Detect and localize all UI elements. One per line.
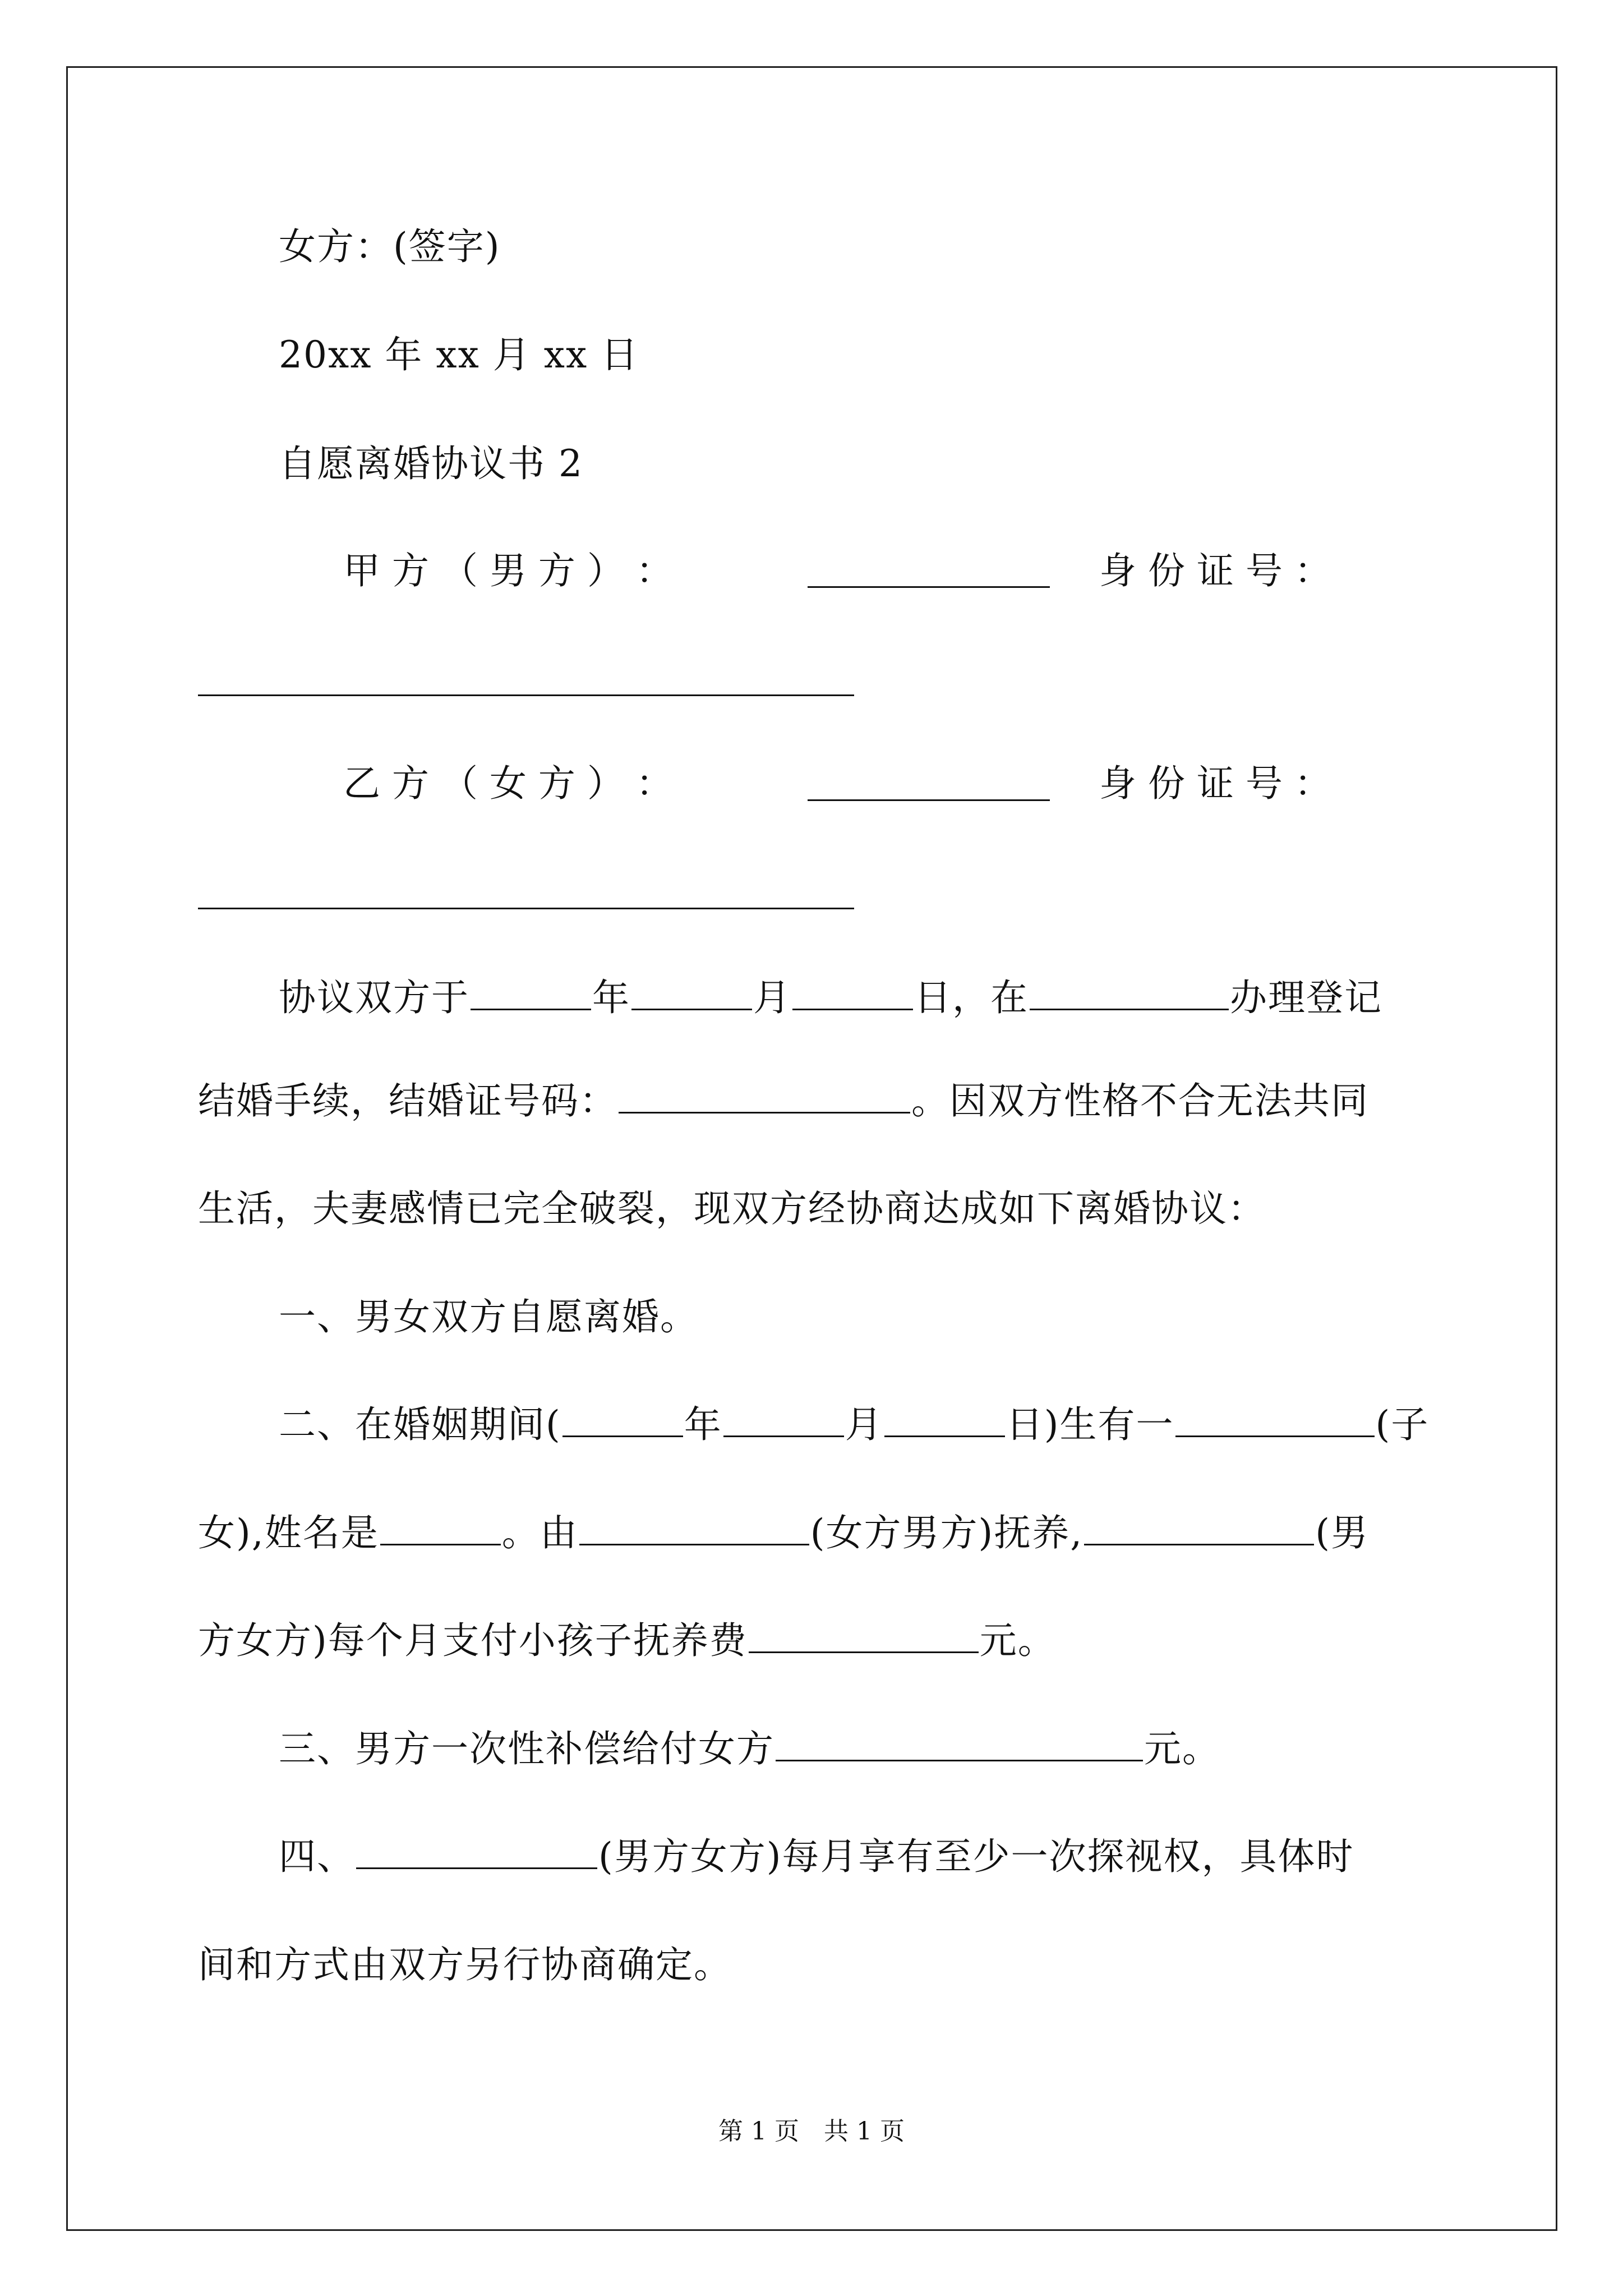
agreement-title — [279, 439, 583, 489]
paying-party-blank[interactable] — [1084, 1510, 1314, 1545]
marriage-paragraph-line3 — [198, 1184, 1266, 1234]
text: 一、男女双方自愿离婚。 — [279, 1295, 698, 1338]
party-b-id-label-text: 身 份 证 号 ： — [1099, 762, 1331, 805]
agreement-title-text: 自愿离婚协议书 2 — [279, 442, 583, 485]
party-a-id-blank[interactable] — [198, 694, 854, 696]
text: 方女方)每个月支付小孩子抚养费 — [198, 1619, 748, 1662]
registry-place-blank[interactable] — [1030, 975, 1229, 1010]
year-blank[interactable] — [471, 975, 591, 1010]
child-name-blank[interactable] — [380, 1510, 501, 1545]
text: 年 — [684, 1403, 722, 1446]
text: 结婚手续，结婚证号码： — [198, 1079, 617, 1122]
text: 月 — [845, 1403, 883, 1446]
party-b-id-blank[interactable] — [198, 908, 854, 909]
party-b-id-label — [1099, 758, 1331, 809]
day-blank[interactable] — [792, 975, 913, 1010]
text: 月 — [753, 976, 791, 1019]
custody-party-blank[interactable] — [579, 1510, 809, 1545]
child-count-blank[interactable] — [1175, 1402, 1375, 1437]
text: 。因双方性格不合无法共同 — [911, 1079, 1369, 1122]
page-border — [66, 66, 1557, 2231]
text: 四、 — [279, 1835, 355, 1878]
compensation-amount-blank[interactable] — [776, 1726, 1143, 1761]
text: 元。 — [979, 1619, 1056, 1662]
text: 办理登记 — [1230, 976, 1382, 1019]
party-a-label — [343, 546, 673, 596]
text: 生活，夫妻感情已完全破裂，现双方经协商达成如下离婚协议： — [198, 1187, 1266, 1230]
party-b-label-text: 乙 方 （ 女 方 ） ： — [343, 762, 673, 805]
text: (女方男方)抚养, — [810, 1511, 1083, 1554]
child-birth-month-blank[interactable] — [723, 1402, 844, 1437]
text: 年 — [592, 976, 630, 1019]
text: 二、在婚姻期间( — [279, 1403, 561, 1446]
party-b-name-blank[interactable] — [808, 799, 1050, 801]
text: 元。 — [1144, 1727, 1220, 1770]
month-blank[interactable] — [631, 975, 752, 1010]
certificate-number-blank[interactable] — [619, 1078, 910, 1114]
party-a-label-text: 甲 方 （ 男 方 ） ： — [343, 549, 673, 592]
marriage-paragraph-line2 — [198, 1076, 1369, 1126]
child-support-amount-blank[interactable] — [749, 1618, 979, 1653]
female-signature-line — [279, 222, 501, 272]
child-birth-year-blank[interactable] — [562, 1402, 683, 1437]
text: 三、男方一次性补偿给付女方 — [279, 1727, 774, 1770]
text: 日，在 — [914, 976, 1029, 1019]
party-a-id-label — [1099, 546, 1331, 596]
visitation-party-blank[interactable] — [356, 1834, 597, 1869]
text: 女),姓名是 — [198, 1511, 379, 1554]
text: 间和方式由双方另行协商确定。 — [198, 1943, 732, 1986]
text: 日)生有一 — [1006, 1403, 1174, 1446]
clause-two-line1 — [279, 1400, 1429, 1450]
marriage-paragraph-line1 — [279, 973, 1382, 1023]
party-a-name-blank[interactable] — [808, 586, 1050, 588]
clause-three — [279, 1724, 1220, 1774]
clause-two-line3 — [198, 1616, 1056, 1666]
party-b-label — [343, 758, 673, 809]
clause-two-line2 — [198, 1508, 1369, 1558]
party-a-id-label-text: 身 份 证 号 ： — [1099, 549, 1331, 592]
text: (男 — [1315, 1511, 1369, 1554]
page-footer: 第 1 页 共 1 页 — [718, 2117, 905, 2146]
text: (男方女方)每月享有至少一次探视权，具体时 — [598, 1835, 1354, 1878]
child-birth-day-blank[interactable] — [884, 1402, 1005, 1437]
text: 。由 — [501, 1511, 578, 1554]
date-line — [279, 330, 639, 380]
date-text: 20xx 年 xx 月 xx 日 — [279, 333, 639, 376]
text: 协议双方于 — [279, 976, 469, 1019]
clause-four-line2 — [198, 1940, 732, 1990]
clause-one — [279, 1292, 698, 1342]
clause-four-line1 — [279, 1832, 1354, 1882]
female-signature-text: 女方：(签字) — [279, 225, 501, 268]
text: (子 — [1375, 1403, 1430, 1446]
